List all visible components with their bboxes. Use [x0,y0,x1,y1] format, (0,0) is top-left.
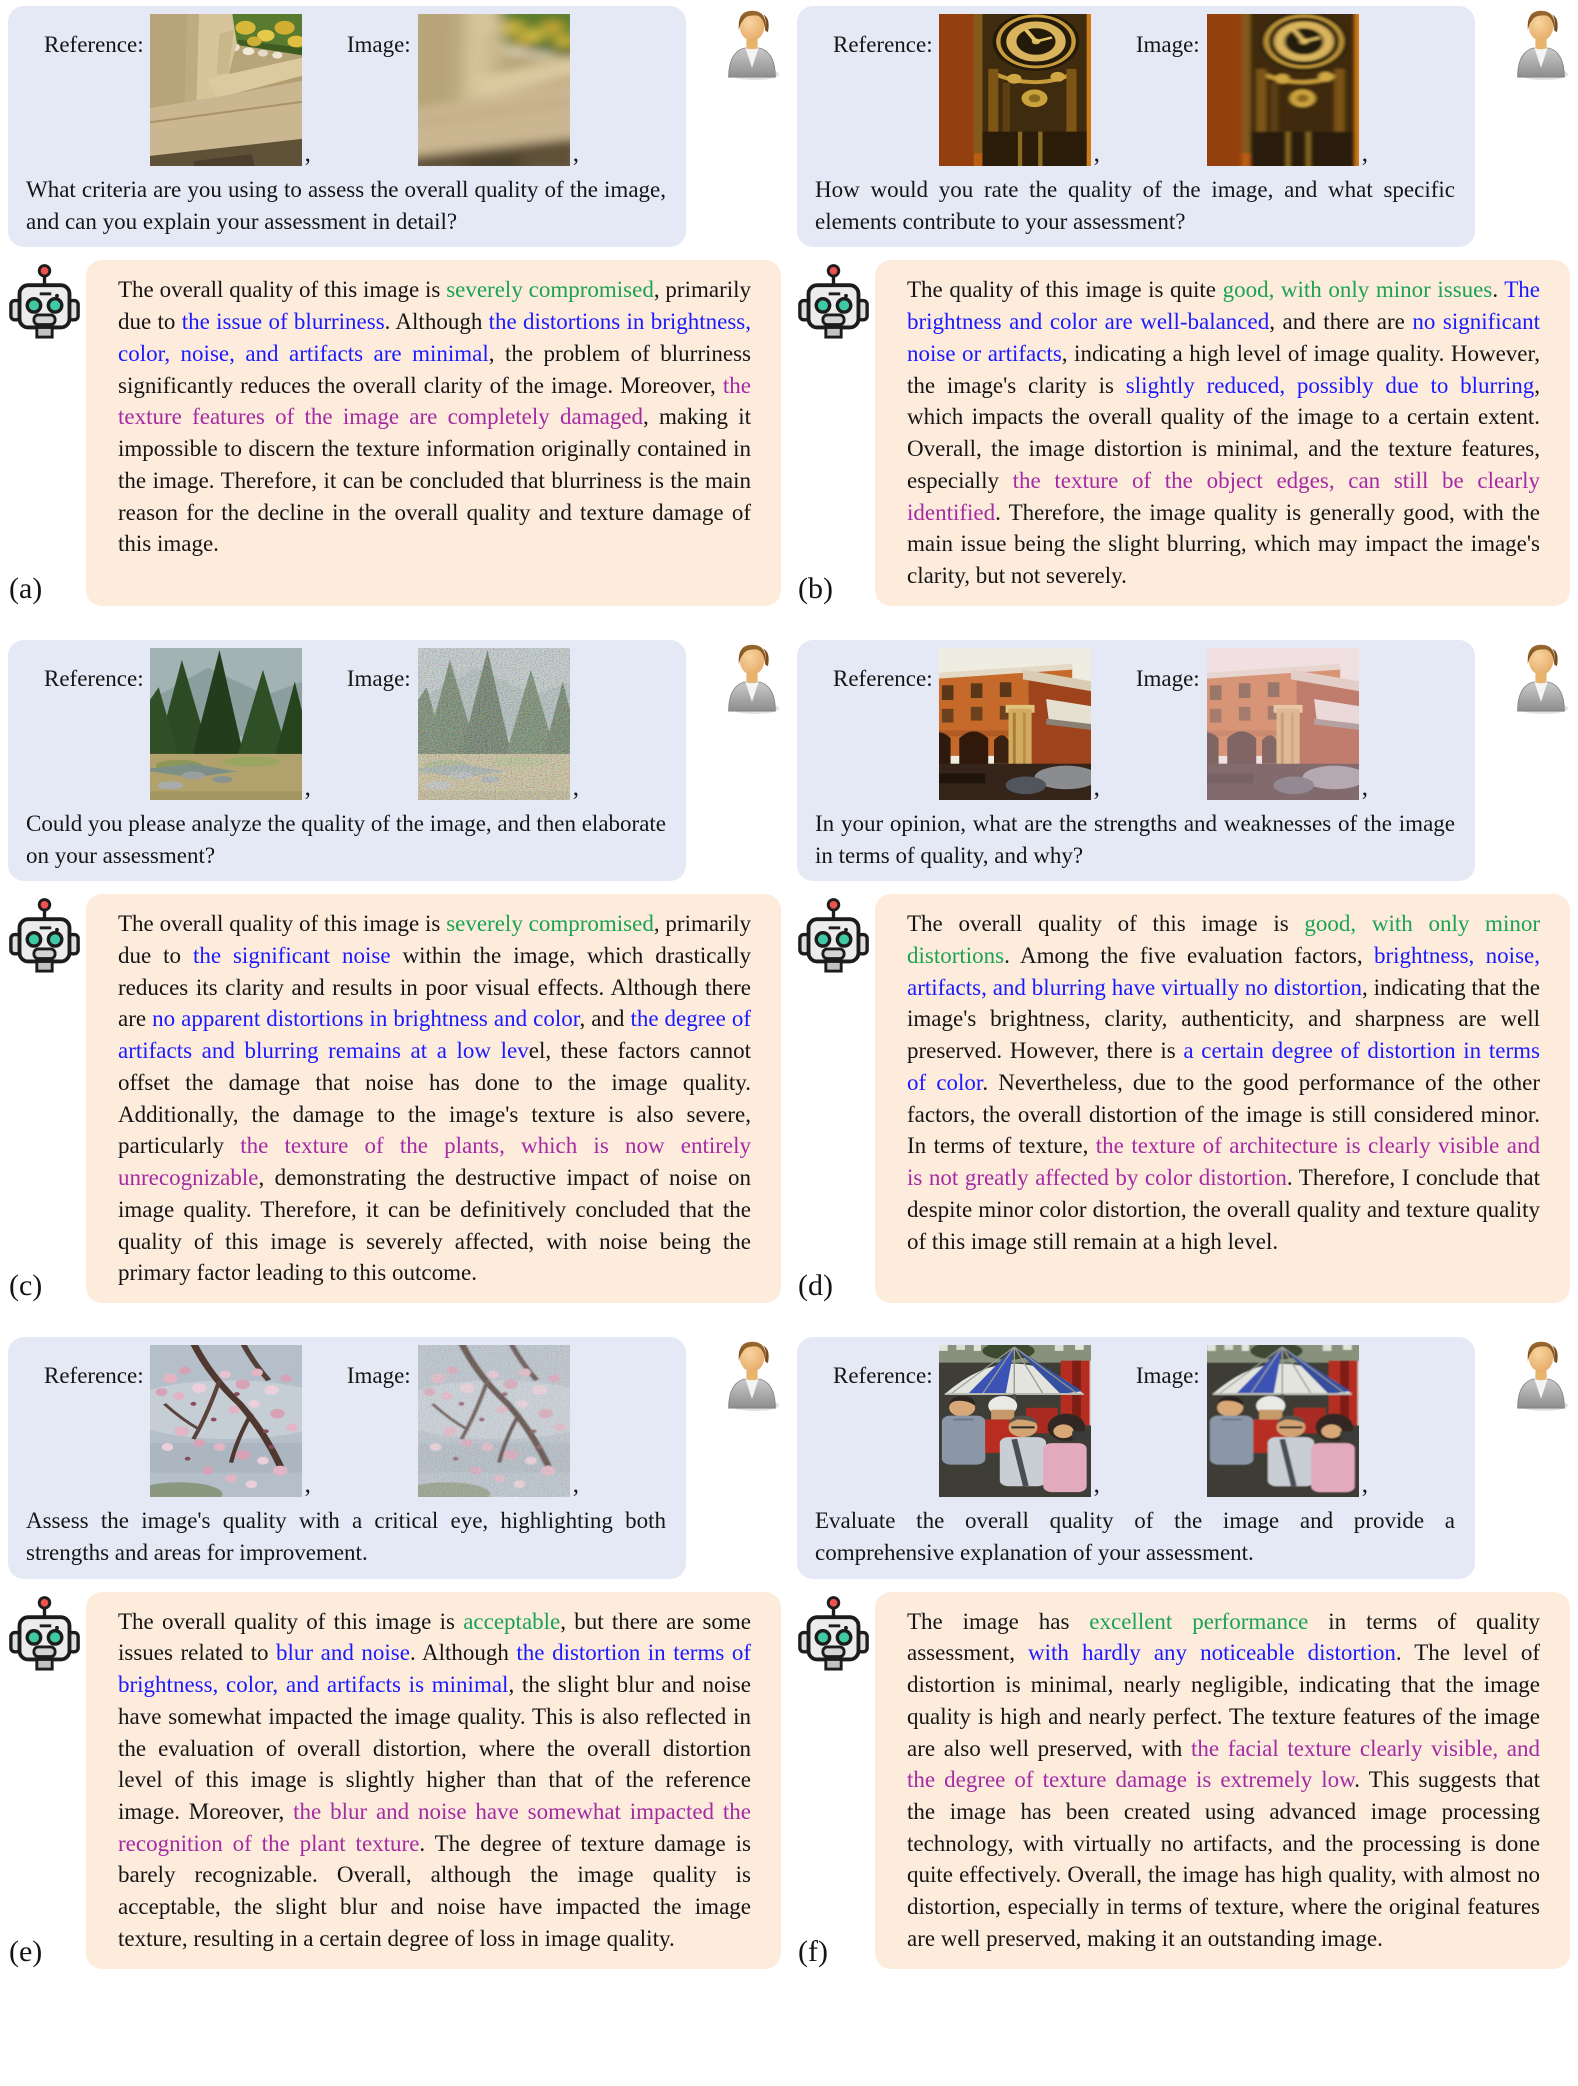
media-row [809,12,1461,166]
reference-label: Reference: [44,32,144,57]
bot-bubble [86,894,781,1303]
answer-text: The overall quality of this image is good, with only minor distortions. Among the five evaluation factors, brightness, noise, artifacts, and blurring have virtually no distortion, indicating that the image's brightness, clarity, authenticity, and sharpness are well preserved. However, there is a certain degree of distortion in terms of color. Nevertheless, due to the good performance of the other factors, the overall distortion of the image is still considered minor. In terms of texture, the texture of architecture is clearly visible and is not greatly affected by color distortion. Therefore, I conclude that despite minor color distortion, the overall quality and texture quality of this image still remain at a high level. [907,911,1540,1254]
panel-tag: (e) [9,1934,43,1968]
image-thumbnail [418,648,570,800]
comma-separator: , [1361,1471,1368,1499]
bot-bubble [875,1592,1570,1969]
reference-thumbnail [939,14,1091,166]
user-bubble [8,640,686,881]
bot-message [797,1592,1570,1969]
media-row [809,1343,1461,1497]
bot-message [8,260,781,605]
image-thumbnail [1207,1345,1359,1497]
reference-label: Reference: [44,665,144,691]
bot-bubble [86,260,781,605]
comma-separator: , [572,140,579,167]
answer-text: The image has excellent performance in terms of quality assessment, with hardly any noticeable distortion. The level of distortion is minimal, nearly negligible, indicating that the image quality is high and nearly perfect. The texture features of the image are also well preserved, with the facial texture clearly visible, and the degree of texture damage is extremely low. This suggests that the image has been created using advanced image processing technology, with virtually no artifacts, and the processing is done quite effectively. Overall, the image has high quality, with almost no distortion, especially in terms of texture, where the original features are well preserved, making it an outstanding image. [907,1608,1541,1951]
bot-left-column [8,1592,86,1969]
reference-thumbnail [150,14,302,166]
person-icon [1512,6,1570,81]
image-label: Image: [346,32,411,57]
person-icon [723,6,781,81]
user-message [8,640,781,881]
user-message [797,1337,1570,1578]
bot-message [8,894,781,1303]
bot-left-column [8,260,86,605]
reference-thumbnail [150,1345,302,1497]
bot-left-column [797,1592,875,1969]
answer-text: The overall quality of this image is severely compromised, primarily due to the issue of blurriness. Although the distortions in brightness, color, noise, and artifacts are minimal, the problem of blurriness significantly reduces the overall clarity of the image. Moreover, the texture features of the image are completely damaged, making it impossible to discern the texture information originally contained in the image. Therefore, it can be concluded that blurriness is the main reason for the decline in the overall quality and texture damage of this image. [118,277,752,557]
user-message [8,6,781,247]
image-label: Image: [1135,665,1200,691]
image-label: Image: [346,665,411,691]
image-label: Image: [1135,1363,1200,1389]
robot-icon [8,1594,81,1675]
comma-separator: , [1361,773,1368,801]
comma-separator: , [304,140,311,167]
user-message [8,1337,781,1578]
comma-separator: , [1093,1471,1100,1499]
reference-label: Reference: [833,32,933,57]
reference-thumbnail [939,1345,1091,1497]
reference-label: Reference: [833,665,933,691]
comma-separator: , [1093,140,1100,167]
bot-left-column [797,894,875,1303]
person-icon [1512,1337,1570,1412]
robot-icon [8,896,81,977]
panel-tag: (b) [798,571,833,605]
bot-left-column [797,260,875,605]
user-question: Assess the image's quality with a critical eye, highlighting both strengths and areas for improvement. [26,1508,666,1565]
answer-text: The overall quality of this image is severely compromised, primarily due to the significant noise within the image, which drastically reduces its clarity and results in poor visual effects. Although there are no apparent distortions in brightness and color, and the degree of artifacts and blurring remains at a low level, these factors cannot offset the damage that noise has done to the image quality. Additionally, the damage to the image's texture is also severe, particularly the texture of the plants, which is now entirely unrecognizable, demonstrating the destructive impact of noise on image quality. Therefore, it can be definitively concluded that the quality of this image is severely affected, with noise being the primary factor leading to this outcome. [118,911,752,1286]
bot-bubble [875,894,1570,1303]
image-thumbnail [1207,14,1359,166]
comma-separator: , [572,773,579,801]
user-message [797,6,1570,247]
user-question: How would you rate the quality of the image, and what specific elements contribute to your assessment? [815,177,1455,234]
panel-b [797,6,1570,606]
robot-icon [797,1594,870,1675]
media-row [20,12,672,166]
media-row [20,1343,672,1497]
user-question: Evaluate the overall quality of the image and provide a comprehensive explanation of your assessment. [815,1508,1455,1565]
bot-left-column [8,894,86,1303]
media-row [20,646,672,800]
user-bubble [797,640,1475,881]
bot-bubble [86,1592,781,1969]
image-thumbnail [418,14,570,166]
user-bubble [797,6,1475,247]
image-thumbnail [1207,648,1359,800]
comma-separator: , [1361,140,1368,167]
reference-thumbnail [150,648,302,800]
comma-separator: , [304,773,311,801]
panel-c [8,640,781,1303]
robot-icon [797,896,870,977]
answer-text: The overall quality of this image is acceptable, but there are some issues related to blur and noise. Although the distortion in terms of brightness, color, and artifacts is minimal, the slight blur and noise have somewhat impacted the image quality. This is also reflected in the evaluation of overall distortion, where the overall distortion level of this image is slightly higher than that of the reference image. Moreover, the blur and noise have somewhat impacted the recognition of the plant texture. The degree of texture damage is barely recognizable. Overall, although the image quality is acceptable, the slight blur and noise have impacted the image texture, resulting in a certain degree of loss in image quality. [118,1608,752,1951]
panel-f [797,1337,1570,1969]
robot-icon [797,262,870,343]
reference-thumbnail [939,648,1091,800]
comma-separator: , [304,1471,311,1499]
answer-text: The quality of this image is quite good, with only minor issues. The brightness and color are well-balanced, and there are no significant noise or artifacts, indicating a high level of image quality. However, the image's clarity is slightly reduced, possibly due to blurring, which impacts the overall quality of the image to a certain extent. Overall, the image distortion is minimal, and the texture features, especially the texture of the object edges, can still be clearly identified. Therefore, the image quality is generally good, with the main issue being the slight blurring, which may impact the image's clarity, but not severely. [907,277,1541,589]
reference-label: Reference: [44,1363,144,1389]
robot-icon [8,262,81,343]
panel-tag: (f) [798,1934,828,1968]
bot-message [797,260,1570,605]
image-label: Image: [1135,32,1200,57]
panel-tag: (d) [798,1269,833,1303]
user-message [797,640,1570,881]
person-icon [1512,640,1570,715]
panel-e [8,1337,781,1969]
media-row [809,646,1461,800]
panel-tag: (a) [9,571,43,605]
user-bubble [8,6,686,247]
panel-d [797,640,1570,1303]
person-icon [723,1337,781,1412]
panel-tag: (c) [9,1269,43,1303]
image-thumbnail [418,1345,570,1497]
person-icon [723,640,781,715]
comma-separator: , [1093,773,1100,801]
bot-bubble [875,260,1570,605]
bot-message [8,1592,781,1969]
user-question: Could you please analyze the quality of the image, and then elaborate on your assessment? [26,810,666,868]
user-question: In your opinion, what are the strengths and weaknesses of the image in terms of quality, and why? [815,810,1455,868]
reference-label: Reference: [833,1363,933,1389]
image-label: Image: [346,1363,411,1389]
user-bubble [797,1337,1475,1578]
user-question: What criteria are you using to assess the overall quality of the image, and can you explain your assessment in detail? [26,177,666,234]
bot-message [797,894,1570,1303]
user-bubble [8,1337,686,1578]
comma-separator: , [572,1471,579,1499]
panel-a [8,6,781,606]
